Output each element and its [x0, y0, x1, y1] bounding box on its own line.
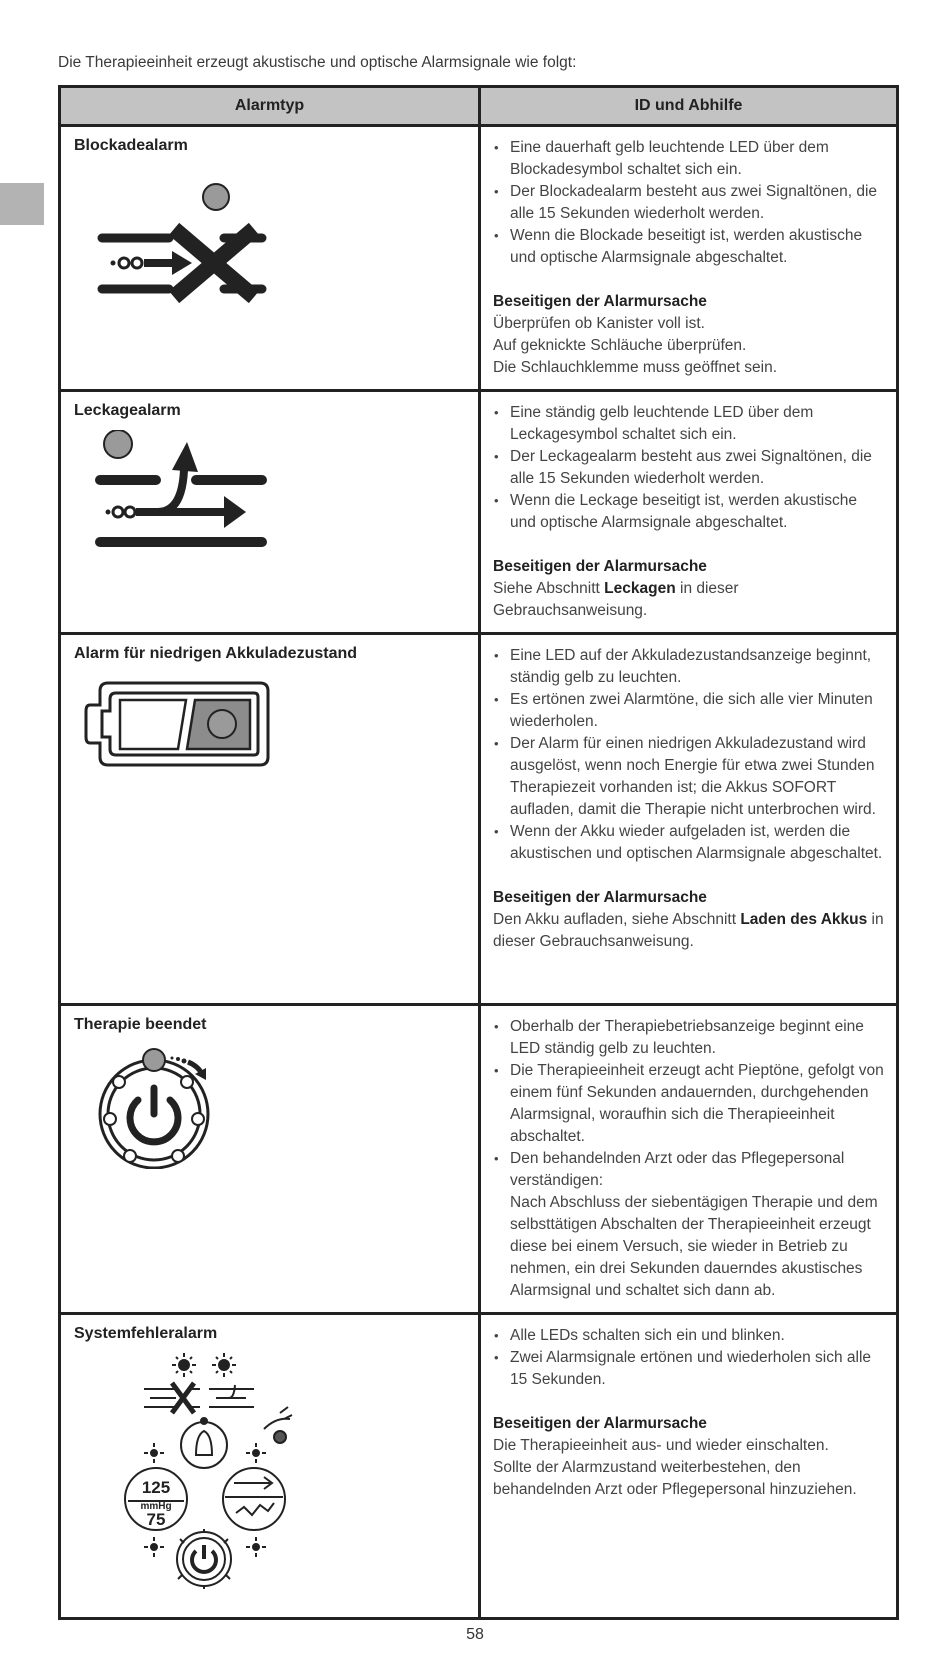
list-item: • Der Alarm für einen niedrigen Akkuladezustand wird ausgelöst, wenn noch Energie für etwa zwei Stunden Therapiezeit vorhanden ist; die Akkus SOFORT aufladen, damit die Therapie nicht unterbrochen wird.	[493, 733, 884, 821]
therapy-ended-icon	[74, 1044, 274, 1169]
alarm-type-cell	[60, 1314, 480, 1619]
list-item: • Eine LED auf der Akkuladezustandsanzeige beginnt, ständig gelb zu leuchten.	[493, 645, 884, 689]
header-id-remedy: ID und Abhilfe	[480, 87, 898, 126]
alarm-info-cell	[480, 1005, 898, 1314]
list-item: • Eine ständig gelb leuchtende LED über dem Leckagesymbol schaltet sich ein.	[493, 402, 884, 446]
list-item: • Wenn der Akku wieder aufgeladen ist, werden die akustischen und optischen Alarmsignale abgeschaltet.	[493, 821, 884, 865]
low-battery-icon	[74, 673, 274, 773]
intro-text: Die Therapieeinheit erzeugt akustische und optische Alarmsignale wie folgt:	[58, 54, 577, 71]
remedy-text: Siehe Abschnitt Leckagen in dieser Gebrauchsanweisung.	[493, 580, 739, 619]
table-row	[60, 634, 898, 1005]
alarm-type-name: Alarm für niedrigen Akkuladezustand	[74, 645, 358, 662]
alarm-info-cell	[480, 1314, 898, 1619]
remedy-heading: Beseitigen der Alarmursache	[493, 293, 707, 310]
alarm-info-cell	[480, 634, 898, 1005]
table-row	[60, 391, 898, 634]
remedy-heading: Beseitigen der Alarmursache	[493, 558, 707, 575]
list-item: • Wenn die Blockade beseitigt ist, werden akustische und optische Alarmsignale abgeschaltet.	[493, 225, 884, 269]
list-item: • Wenn die Leckage beseitigt ist, werden akustische und optische Alarmsignale abgeschaltet.	[493, 490, 884, 534]
alarm-type-cell	[60, 126, 480, 391]
remedy-line: Sollte der Alarmzustand weiterbestehen, den behandelnden Arzt oder Pflegepersonal hinzuziehen.	[493, 1459, 857, 1498]
table-row	[60, 1314, 898, 1619]
alarm-type-cell	[60, 1005, 480, 1314]
table-row	[60, 126, 898, 391]
remedy-line: Die Therapieeinheit aus- und wieder einschalten.	[493, 1437, 829, 1454]
chapter-tab	[0, 183, 44, 225]
list-item: • Oberhalb der Therapiebetriebsanzeige beginnt eine LED ständig gelb zu leuchten.	[493, 1016, 884, 1060]
list-item: • Es ertönen zwei Alarmtöne, die sich alle vier Minuten wiederholen.	[493, 689, 884, 733]
list-item: • Der Leckagealarm besteht aus zwei Signaltönen, die alle 15 Sekunden wiederholt werden.	[493, 446, 884, 490]
header-alarm-type: Alarmtyp	[60, 87, 480, 126]
pressure-bottom: 75	[146, 1510, 166, 1529]
alarm-type-name: Systemfehleralarm	[74, 1325, 218, 1342]
remedy-heading: Beseitigen der Alarmursache	[493, 1415, 707, 1432]
alarm-info-cell	[480, 126, 898, 391]
list-item: • Zwei Alarmsignale ertönen und wiederholen sich alle 15 Sekunden.	[493, 1347, 884, 1391]
alarm-table	[58, 85, 899, 1620]
alarm-type-name: Blockadealarm	[74, 137, 188, 154]
remedy-line: Die Schlauchklemme muss geöffnet sein.	[493, 359, 778, 376]
alarm-type-name: Therapie beendet	[74, 1016, 207, 1033]
list-item: • Die Therapieeinheit erzeugt acht Pieptöne, gefolgt von einem fünf Sekunden andauernden, durchgehenden Alarmsignal, woraufhin sich die Therapieeinheit abschaltet.	[493, 1060, 884, 1148]
remedy-line: Überprüfen ob Kanister voll ist.	[493, 315, 705, 332]
alarm-type-cell	[60, 634, 480, 1005]
leak-alarm-icon	[74, 430, 274, 555]
table-row	[60, 1005, 898, 1314]
pressure-top: 125	[141, 1478, 171, 1497]
page-number: 58	[466, 1626, 484, 1643]
alarm-type-cell	[60, 391, 480, 634]
system-error-icon	[104, 1347, 324, 1592]
list-item: • Der Blockadealarm besteht aus zwei Signaltönen, die alle 15 Sekunden wiederholt werden.	[493, 181, 884, 225]
alarm-info-cell	[480, 391, 898, 634]
pressure-unit: mmHg	[140, 1501, 172, 1512]
list-item: • Eine dauerhaft gelb leuchtende LED über dem Blockadesymbol schaltet sich ein.	[493, 137, 884, 181]
alarm-type-name: Leckagealarm	[74, 402, 181, 419]
remedy-line: Auf geknickte Schläuche überprüfen.	[493, 337, 747, 354]
list-item: • Den behandelnden Arzt oder das Pflegepersonal verständigen: Nach Abschluss der siebentägigen Therapie und dem selbsttätigen Abschalten der Therapieeinheit erzeugt diese bei einem Versuch, sie wieder in Betrieb zu nehmen, ein drei Sekunden dauerndes akustisches Alarmsignal und schaltet sich dann ab.	[493, 1148, 884, 1302]
remedy-heading: Beseitigen der Alarmursache	[493, 889, 707, 906]
list-item: • Alle LEDs schalten sich ein und blinken.	[493, 1325, 884, 1347]
bullet-continuation: Nach Abschluss der siebentägigen Therapie und dem selbsttätigen Abschalten der Therapieeinheit erzeugt diese bei einem Versuch, sie wieder in Betrieb zu nehmen, ein drei Sekunden dauerndes akustisches Alarmsignal und schaltet sich dann ab.	[510, 1194, 878, 1299]
blockage-alarm-icon	[74, 165, 274, 305]
remedy-text: Den Akku aufladen, siehe Abschnitt Laden des Akkus in dieser Gebrauchsanweisung.	[493, 911, 884, 950]
